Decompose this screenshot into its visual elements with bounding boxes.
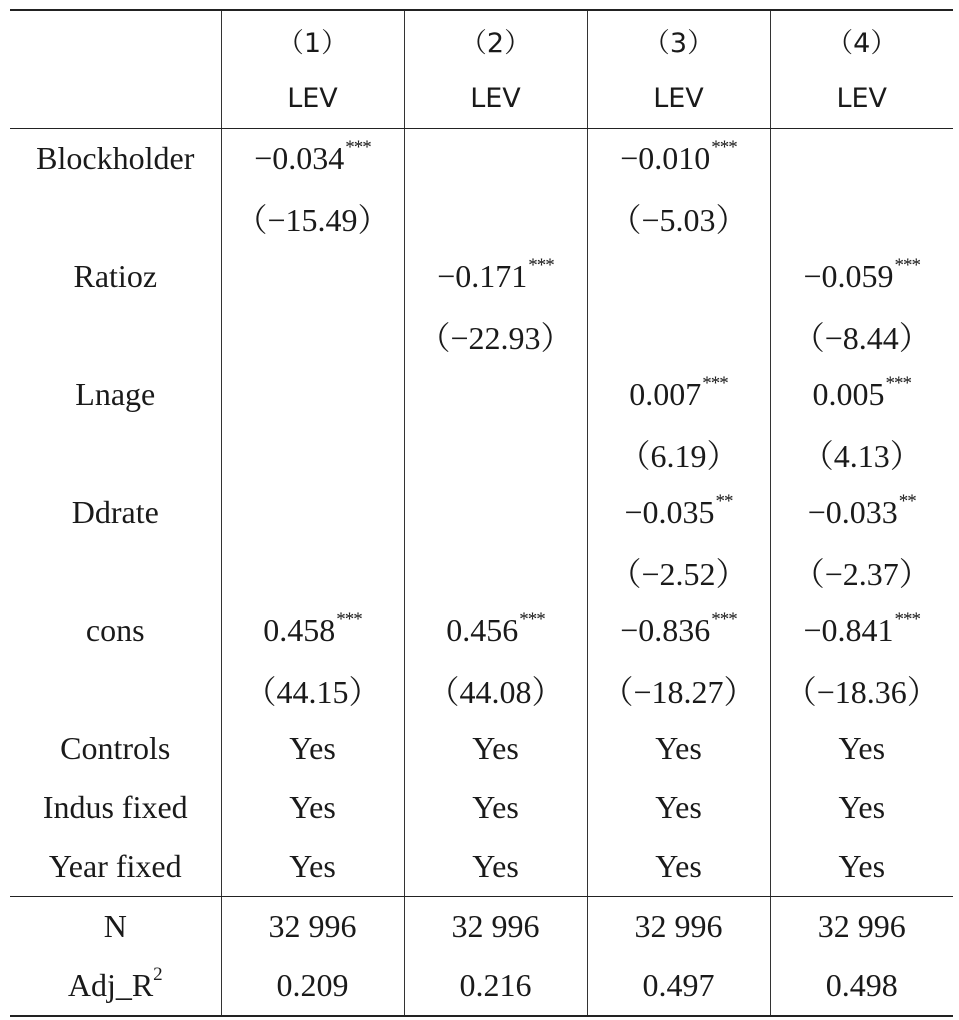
significance-stars: *** <box>711 609 737 630</box>
coefficient-value: −0.171 <box>437 258 528 294</box>
column-number: （3） <box>587 10 770 69</box>
coefficient-value: 0.005 <box>812 376 885 412</box>
coefficient-cell <box>587 365 770 424</box>
row-label: Ratioz <box>73 258 158 294</box>
t-statistic-cell: （−18.27） <box>587 660 770 719</box>
row-label <box>10 542 221 601</box>
observations-row <box>10 897 953 957</box>
table-row <box>10 424 953 483</box>
control-flag-cell: Yes <box>770 719 953 778</box>
t-statistic-cell: （−2.52） <box>587 542 770 601</box>
coefficient-cell <box>221 601 404 660</box>
dependent-variable-row <box>10 69 953 129</box>
coefficient-value: 0.007 <box>629 376 702 412</box>
t-statistic-cell: （44.08） <box>404 660 587 719</box>
table-row <box>10 129 953 189</box>
row-label: Blockholder <box>36 140 195 176</box>
coefficient-value: −0.059 <box>803 258 894 294</box>
coefficient-value: 0.458 <box>263 612 336 648</box>
t-statistic-cell: （4.13） <box>770 424 953 483</box>
coefficient-cell <box>587 129 770 189</box>
control-flag-cell: Yes <box>404 778 587 837</box>
significance-stars: *** <box>894 255 921 276</box>
table-body <box>10 129 953 897</box>
row-label: Year fixed <box>10 837 221 897</box>
table-row <box>10 601 953 660</box>
t-statistic-cell <box>404 188 587 247</box>
table-row <box>10 188 953 247</box>
adj-r-text: Adj_R <box>67 967 154 1003</box>
coefficient-cell <box>404 129 587 189</box>
t-statistic-cell <box>221 542 404 601</box>
control-flag-cell: Yes <box>587 719 770 778</box>
table-row <box>10 778 953 837</box>
column-number: （4） <box>770 10 953 69</box>
row-label: Ddrate <box>71 494 159 530</box>
row-label <box>10 188 221 247</box>
significance-stars: ** <box>715 491 733 512</box>
coefficient-value: −0.035 <box>624 494 715 530</box>
coefficient-cell <box>587 247 770 306</box>
coefficient-cell <box>404 365 587 424</box>
observations-cell: 32 996 <box>221 897 404 957</box>
dependent-variable: LEV <box>404 69 587 129</box>
t-statistic-cell: （6.19） <box>587 424 770 483</box>
t-statistic-cell: （−18.36） <box>770 660 953 719</box>
coefficient-cell <box>770 247 953 306</box>
column-number-row <box>10 10 953 69</box>
row-label <box>10 424 221 483</box>
t-statistic-cell: （44.15） <box>221 660 404 719</box>
coefficient-value: 0.456 <box>446 612 519 648</box>
row-label <box>10 660 221 719</box>
t-statistic-cell <box>404 542 587 601</box>
control-flag-cell: Yes <box>770 837 953 897</box>
coefficient-cell <box>221 129 404 189</box>
t-statistic-cell <box>587 306 770 365</box>
row-label: Controls <box>60 730 171 766</box>
table-row <box>10 660 953 719</box>
significance-stars: *** <box>519 609 545 630</box>
table-row <box>10 365 953 424</box>
significance-stars: *** <box>894 609 921 630</box>
t-statistic-cell: （−8.44） <box>770 306 953 365</box>
significance-stars: *** <box>345 137 371 158</box>
significance-stars: *** <box>336 609 362 630</box>
t-statistic-cell: （−22.93） <box>404 306 587 365</box>
row-label: N <box>103 908 127 944</box>
row-label <box>10 306 221 365</box>
coefficient-value: −0.836 <box>620 612 711 648</box>
adj-r2-row <box>10 956 953 1016</box>
table-row <box>10 306 953 365</box>
adj-r2-cell: 0.216 <box>404 956 587 1016</box>
observations-cell: 32 996 <box>587 897 770 957</box>
control-flag-cell: Yes <box>770 778 953 837</box>
control-flag-cell: Yes <box>221 778 404 837</box>
coefficient-cell <box>404 601 587 660</box>
coefficient-value: −0.033 <box>807 494 898 530</box>
significance-stars: ** <box>898 491 916 512</box>
coefficient-cell <box>587 601 770 660</box>
table-row <box>10 542 953 601</box>
t-statistic-cell <box>770 188 953 247</box>
t-statistic-cell <box>221 306 404 365</box>
t-statistic-cell: （−2.37） <box>770 542 953 601</box>
column-number: （1） <box>221 10 404 69</box>
row-label: Lnage <box>75 376 156 412</box>
control-flag-cell: Yes <box>221 837 404 897</box>
coefficient-cell <box>404 483 587 542</box>
header-corner <box>10 10 221 69</box>
coefficient-cell <box>221 247 404 306</box>
column-number: （2） <box>404 10 587 69</box>
control-flag-cell: Yes <box>404 837 587 897</box>
dependent-variable: LEV <box>770 69 953 129</box>
control-flag-cell: Yes <box>587 837 770 897</box>
significance-stars: *** <box>702 373 728 394</box>
table-footer <box>10 897 953 1017</box>
regression-table <box>10 9 953 1017</box>
coefficient-cell <box>770 483 953 542</box>
coefficient-cell <box>221 365 404 424</box>
dependent-variable: LEV <box>587 69 770 129</box>
control-flag-cell: Yes <box>404 719 587 778</box>
row-label-adj-r2 <box>10 956 221 1016</box>
table-row <box>10 837 953 897</box>
table-row <box>10 247 953 306</box>
row-label: Indus fixed <box>42 789 188 825</box>
coefficient-cell <box>587 483 770 542</box>
t-statistic-cell: （−15.49） <box>221 188 404 247</box>
observations-cell: 32 996 <box>404 897 587 957</box>
squared-superscript: 2 <box>153 964 163 985</box>
observations-cell: 32 996 <box>770 897 953 957</box>
dependent-variable: LEV <box>221 69 404 129</box>
t-statistic-cell: （−5.03） <box>587 188 770 247</box>
adj-r2-cell: 0.497 <box>587 956 770 1016</box>
adj-r2-cell: 0.498 <box>770 956 953 1016</box>
coefficient-value: −0.034 <box>254 140 345 176</box>
significance-stars: *** <box>528 255 554 276</box>
coefficient-cell <box>770 601 953 660</box>
table-row <box>10 483 953 542</box>
control-flag-cell: Yes <box>221 719 404 778</box>
coefficient-value: −0.010 <box>620 140 711 176</box>
coefficient-cell <box>770 365 953 424</box>
significance-stars: *** <box>885 373 911 394</box>
row-label: cons <box>85 612 145 648</box>
coefficient-cell <box>404 247 587 306</box>
significance-stars: *** <box>711 137 737 158</box>
header-corner <box>10 69 221 129</box>
table-row <box>10 719 953 778</box>
coefficient-cell <box>221 483 404 542</box>
t-statistic-cell <box>404 424 587 483</box>
coefficient-cell <box>770 129 953 189</box>
t-statistic-cell <box>221 424 404 483</box>
control-flag-cell: Yes <box>587 778 770 837</box>
table-header <box>10 10 953 129</box>
coefficient-value: −0.841 <box>803 612 894 648</box>
adj-r2-cell: 0.209 <box>221 956 404 1016</box>
